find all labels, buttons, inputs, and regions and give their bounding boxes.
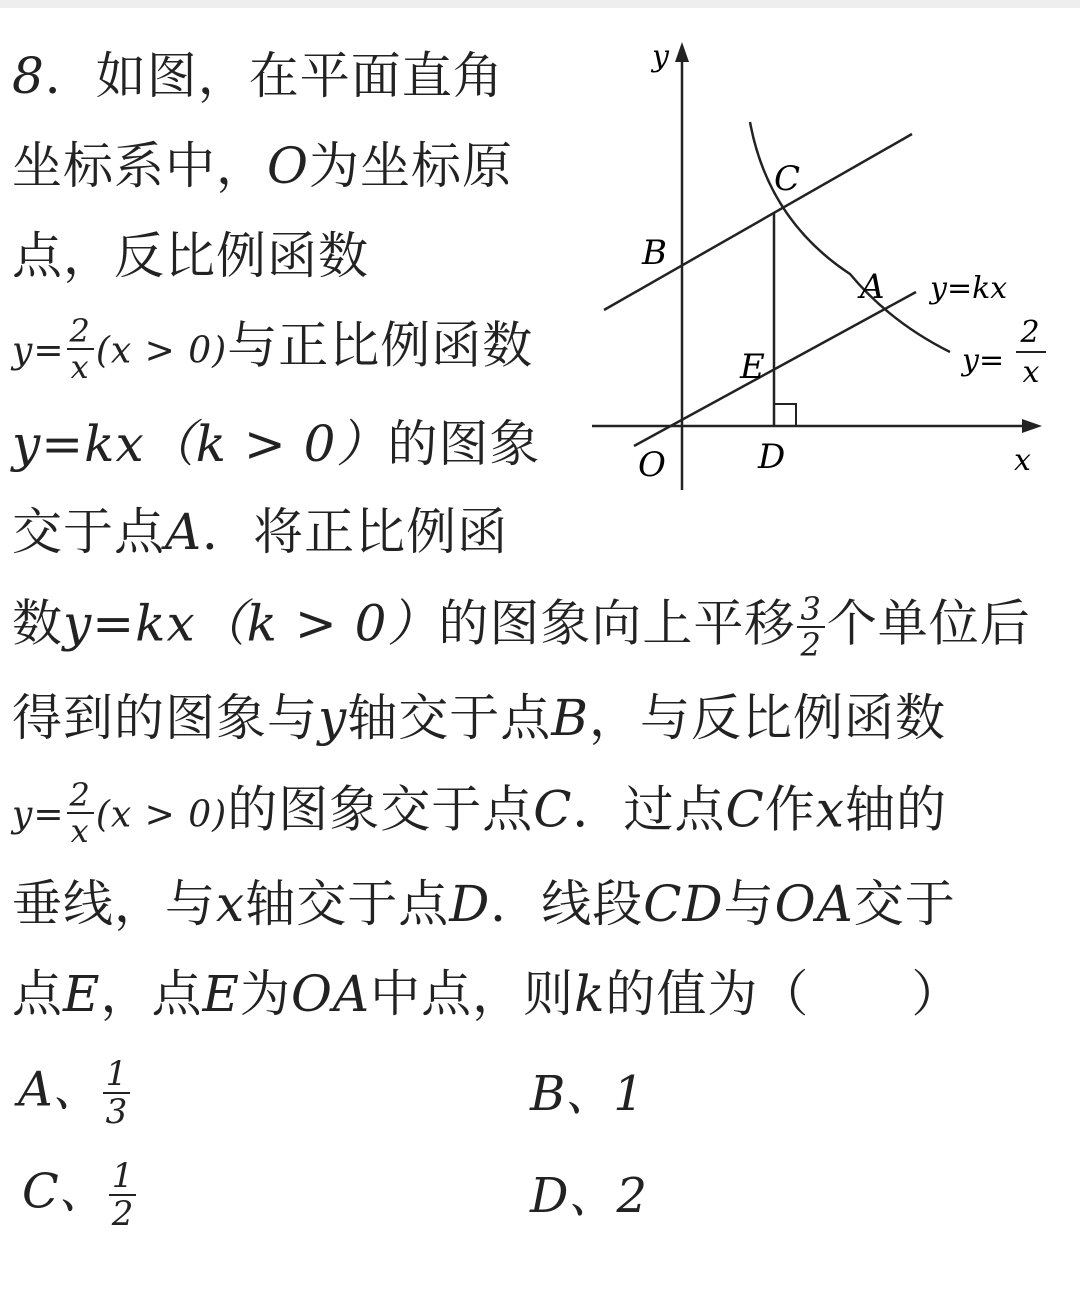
problem-line-6: 交于点A．将正比例函 (12, 503, 509, 561)
line-function-label: y=kx (930, 271, 1008, 306)
problem-line-10: 垂线，与x轴交于点D．线段CD与OA交于 (12, 875, 956, 933)
problem-line-5: y=kx（k > 0）的图象 (12, 415, 541, 473)
question-number: 8 (12, 47, 45, 105)
fraction-2-over-x-2: $\frac{2}{x}$ (67, 778, 94, 848)
option-a[interactable]: A、 $\frac{1}{3}$ (18, 1056, 132, 1130)
fraction-2-over-x: $\frac{2}{x}$ (67, 314, 94, 384)
top-bar (0, 0, 1080, 8)
curve-label-denominator: x (1022, 355, 1040, 390)
hyperbola-curve (750, 122, 950, 352)
problem-line-4: y= $\frac{2}{x}$ (x > 0)与正比例函数 (12, 312, 534, 386)
point-a-label: A (860, 267, 885, 307)
point-d-label: D (758, 437, 786, 477)
problem-line-1: 8．如图，在平面直角 (12, 47, 504, 105)
problem-line-11: 点E，点E为OA中点，则k的值为（ ） (12, 965, 963, 1023)
option-a-fraction: $\frac{1}{3}$ (103, 1056, 131, 1130)
problem-line-8: 得到的图象与y轴交于点B，与反比例函数 (12, 689, 946, 747)
problem-line-9: y= $\frac{2}{x}$ (x > 0)的图象交于点C．过点C作x轴的 (12, 776, 947, 850)
option-b[interactable]: B、1 (530, 1066, 644, 1122)
option-c-fraction: $\frac{1}{2}$ (109, 1158, 137, 1232)
x-axis-label: x (1014, 443, 1031, 478)
right-angle-mark (774, 404, 796, 426)
option-c[interactable]: C、 $\frac{1}{2}$ (22, 1158, 138, 1232)
point-c-label: C (774, 159, 801, 199)
problem-line-7: 数y=kx（k > 0）的图象向上平移 $\frac{3}{2}$ 个单位后 (12, 590, 1031, 664)
y-axis-arrow (675, 42, 689, 62)
point-b-label: B (642, 233, 667, 273)
x-axis-arrow (1022, 419, 1042, 433)
fraction-3-over-2: $\frac{3}{2}$ (797, 592, 824, 662)
coordinate-figure (590, 30, 1060, 500)
problem-line-3: 点，反比例函数 (12, 227, 369, 285)
y-axis-label: y (652, 39, 669, 74)
point-e-label: E (740, 347, 765, 387)
point-o-label: O (638, 445, 666, 485)
option-d[interactable]: D、2 (530, 1168, 648, 1224)
curve-function-label: y= (962, 343, 1005, 378)
curve-label-numerator: 2 (1020, 315, 1040, 350)
problem-line-2: 坐标系中，O为坐标原 (12, 137, 513, 195)
